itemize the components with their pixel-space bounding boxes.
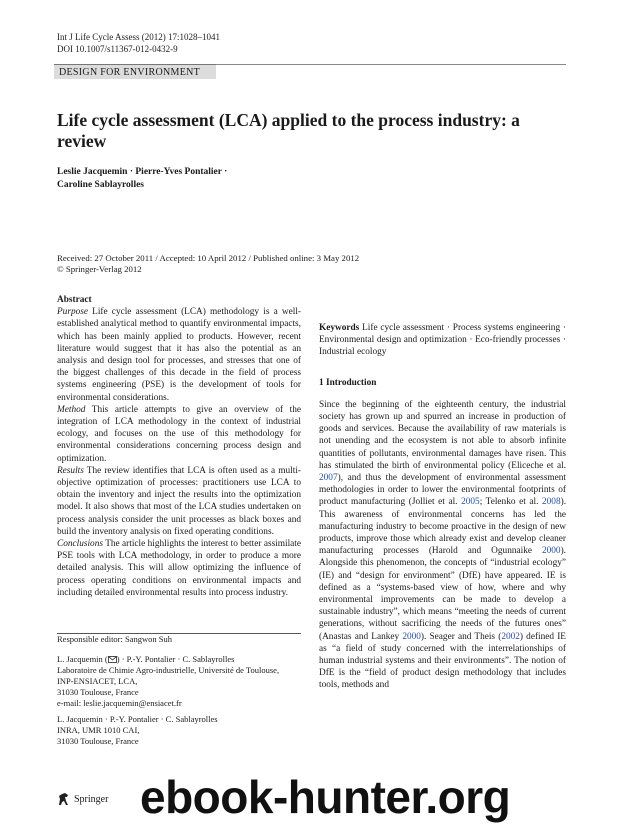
journal-citation: Int J Life Cycle Assess (2012) 17:1028–1041 bbox=[57, 32, 220, 42]
results-text: The review identifies that LCA is often used as a multi-objective optimization of processes: practitioners use LCA to obtain the inventory and inject the results into the optimization model. It also shows that most of the LCA studies undertaken on process analysis consider the unit processes as black boxes and build the inventory analysis on fixed operating conditions. bbox=[57, 465, 301, 537]
method-text: This article attempts to give an overview of the integration of LCA methodology in the context of industrial ecology, and focuses on the use of this methodology for environmental considerations concerning process design and optimization. bbox=[57, 404, 301, 464]
abstract-conclusions bbox=[57, 538, 301, 599]
conclusions-label: Conclusions bbox=[57, 539, 103, 550]
purpose-text: Life cycle assessment (LCA) methodology is a well-established analytical method to quantify environmental impacts, which has been mainly applied to products. However, recent literature would suggest that it has also the potential as an analysis and design tool for processes, and stresses that one of the biggest challenges of this decade in the field of process systems engineering (PSE) is the development of tools for environmental considerations. bbox=[57, 307, 301, 403]
intro-text-5: ). Alongside this phenomenon, the concepts of “industrial ecology” (IE) and “design for environment” (DfE) have appeared. IE is defined as a “systems-based view of how, where and why environmental improvements can be made to develop a sustainable industry”, which means “meeting the needs of current generations, without sacrificing the needs of the futures ones” (Anastas and Lankey bbox=[319, 546, 566, 642]
keywords-text: Life cycle assessment · Process systems engineering · Environmental design and optimization · Eco-friendly processes · Industrial ecology bbox=[319, 323, 566, 358]
publisher-footer bbox=[57, 792, 108, 806]
introduction-text bbox=[319, 399, 566, 692]
right-column bbox=[319, 294, 566, 692]
spacer bbox=[319, 389, 566, 399]
section-label: DESIGN FOR ENVIRONMENT bbox=[54, 64, 216, 79]
method-label: Method bbox=[57, 404, 86, 415]
abstract bbox=[57, 294, 301, 599]
journal-header bbox=[57, 31, 220, 55]
abstract-heading: Abstract bbox=[57, 295, 92, 305]
spacer bbox=[319, 359, 566, 377]
affiliation-1-institution: INP-ENSIACET, LCA, bbox=[57, 676, 138, 686]
results-label: Results bbox=[57, 465, 84, 476]
watermark-text: ebook-hunter.org bbox=[140, 771, 511, 823]
spacer bbox=[319, 312, 566, 322]
introduction-heading: 1 Introduction bbox=[319, 377, 377, 388]
affiliation-2-institution: INRA, UMR 1010 CAI, bbox=[57, 725, 140, 735]
affiliation-1-names bbox=[57, 654, 307, 665]
doi: DOI 10.1007/s11367-012-0432-9 bbox=[57, 44, 178, 54]
coauthor-names: ) · P.-Y. Pontalier · C. Sablayrolles bbox=[116, 654, 235, 664]
copyright: © Springer-Verlag 2012 bbox=[57, 264, 142, 274]
section-band bbox=[54, 64, 566, 80]
affiliation-2 bbox=[57, 714, 307, 747]
publication-dates bbox=[57, 253, 359, 275]
authors bbox=[57, 166, 357, 192]
intro-text-6: ). Seager and Theis ( bbox=[420, 631, 502, 642]
conclusions-text: The article highlights the interest to better assimilate PSE tools with LCA methodology, in order to produce a more detailed analysis. This will allow optimizing the influence of process operating conditions on environmental impacts and including detailed environmental results into process industry. bbox=[57, 539, 301, 598]
abstract-method bbox=[57, 404, 301, 465]
history-dates: Received: 27 October 2011 / Accepted: 10 April 2012 / Published online: 3 May 2012 bbox=[57, 253, 360, 263]
affiliation-2-city: 31030 Toulouse, France bbox=[57, 736, 139, 746]
citation-link[interactable]: 2000 bbox=[541, 546, 561, 557]
authors-line-2: Caroline Sablayrolles bbox=[57, 180, 145, 190]
article-title: Life cycle assessment (LCA) applied to the process industry: a review bbox=[57, 110, 520, 151]
column-continuation-spacer bbox=[319, 294, 566, 312]
authors-line-1: Leslie Jacquemin · Pierre-Yves Pontalier · bbox=[57, 167, 228, 177]
springer-horse-icon bbox=[57, 792, 70, 806]
affiliation-1-city: 31030 Toulouse, France bbox=[57, 687, 139, 697]
affiliation-2-names: L. Jacquemin · P.-Y. Pontalier · C. Sablayrolles bbox=[57, 714, 218, 724]
responsible-editor: Responsible editor: Sangwon Suh bbox=[57, 634, 172, 644]
publisher-name: Springer bbox=[74, 793, 109, 805]
purpose-label: Purpose bbox=[57, 307, 88, 318]
keywords-label: Keywords bbox=[319, 323, 360, 333]
intro-text-4: ). This awareness of environmental concerns has led the manufacturing industry to become proactive in the design of new products, improve those which already exist and develop cleaner manufacturing processes (Harold and Ogunnaike bbox=[319, 497, 567, 557]
author-name: L. Jacquemin ( bbox=[57, 654, 108, 664]
citation-link[interactable]: 2002 bbox=[501, 631, 520, 642]
affiliation-1-lab: Laboratoire de Chimie Agro-industrielle, Université de Toulouse, bbox=[57, 665, 280, 675]
citation-link[interactable]: 2000 bbox=[402, 631, 421, 642]
affiliation-1 bbox=[57, 654, 307, 709]
citation-link[interactable]: 2008 bbox=[542, 497, 561, 508]
abstract-results bbox=[57, 465, 301, 538]
intro-text-3: ; Telenko et al. bbox=[479, 497, 542, 508]
author-email[interactable]: e-mail: leslie.jacquemin@ensiacet.fr bbox=[57, 698, 182, 708]
keywords bbox=[319, 322, 566, 359]
citation-link[interactable]: 2005 bbox=[461, 497, 480, 508]
citation-link[interactable]: 2007 bbox=[319, 473, 338, 484]
envelope-icon bbox=[108, 656, 117, 663]
abstract-purpose bbox=[57, 306, 301, 404]
intro-text-2: ), and thus the development of environmental assessment methodologies in order to lower the environmental footprints of product manufacturing (Jolliet et al. bbox=[319, 473, 566, 508]
intro-text-7: ) defined IE as “a field of study concerned with the interrelationships of human industrial systems and their environments”. The notion of DfE is the “field of product design methodology that includes tools, methods and bbox=[319, 631, 566, 691]
intro-text-1: Since the beginning of the eighteenth century, the industrial society has grown up and spurred an increase in production of goods and services. Because the availability of raw materials is not unending and the ecosystem is not able to absorb infinite quantities of pollutants, environmental damages have risen. This has stimulated the birth of environmental policy (Eliceche et al. bbox=[319, 399, 566, 471]
